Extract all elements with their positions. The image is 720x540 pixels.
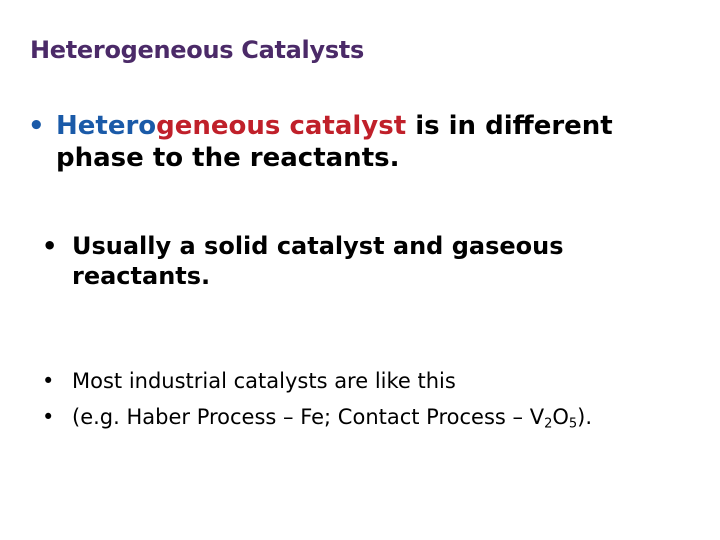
subscript-5: 5 bbox=[568, 416, 578, 432]
word-geneous: geneous bbox=[156, 111, 281, 141]
bullet-text: Usually a solid catalyst and gaseous reactants. bbox=[72, 232, 564, 290]
bullet-text-rest-line2: phase to the reactants. bbox=[56, 143, 400, 174]
bullet-solid-catalyst bbox=[42, 232, 682, 292]
slide-title: Heterogeneous Catalysts bbox=[30, 36, 364, 64]
subscript-2: 2 bbox=[544, 416, 553, 432]
bullet-examples bbox=[42, 404, 702, 432]
examples-text: (e.g. Haber Process – Fe; Contact Process – V bbox=[72, 405, 545, 429]
word-catalyst: catalyst bbox=[289, 111, 407, 141]
bullet-text: Most industrial catalysts are like this bbox=[72, 369, 456, 393]
bullet-industrial-catalysts bbox=[42, 368, 702, 396]
bullet-text bbox=[56, 110, 688, 174]
bullet-marker: • bbox=[28, 111, 45, 141]
bullet-heterogeneous-definition bbox=[28, 110, 688, 174]
oxygen-symbol: O bbox=[552, 405, 569, 429]
bullet-marker: • bbox=[42, 405, 55, 429]
examples-end: ). bbox=[577, 405, 593, 429]
bullet-marker: • bbox=[42, 369, 55, 393]
bullet-marker: • bbox=[42, 232, 58, 260]
word-hetero: Hetero bbox=[56, 111, 157, 141]
bullet-text bbox=[72, 404, 702, 432]
bullet-text-rest-line1: is in different bbox=[406, 111, 613, 141]
